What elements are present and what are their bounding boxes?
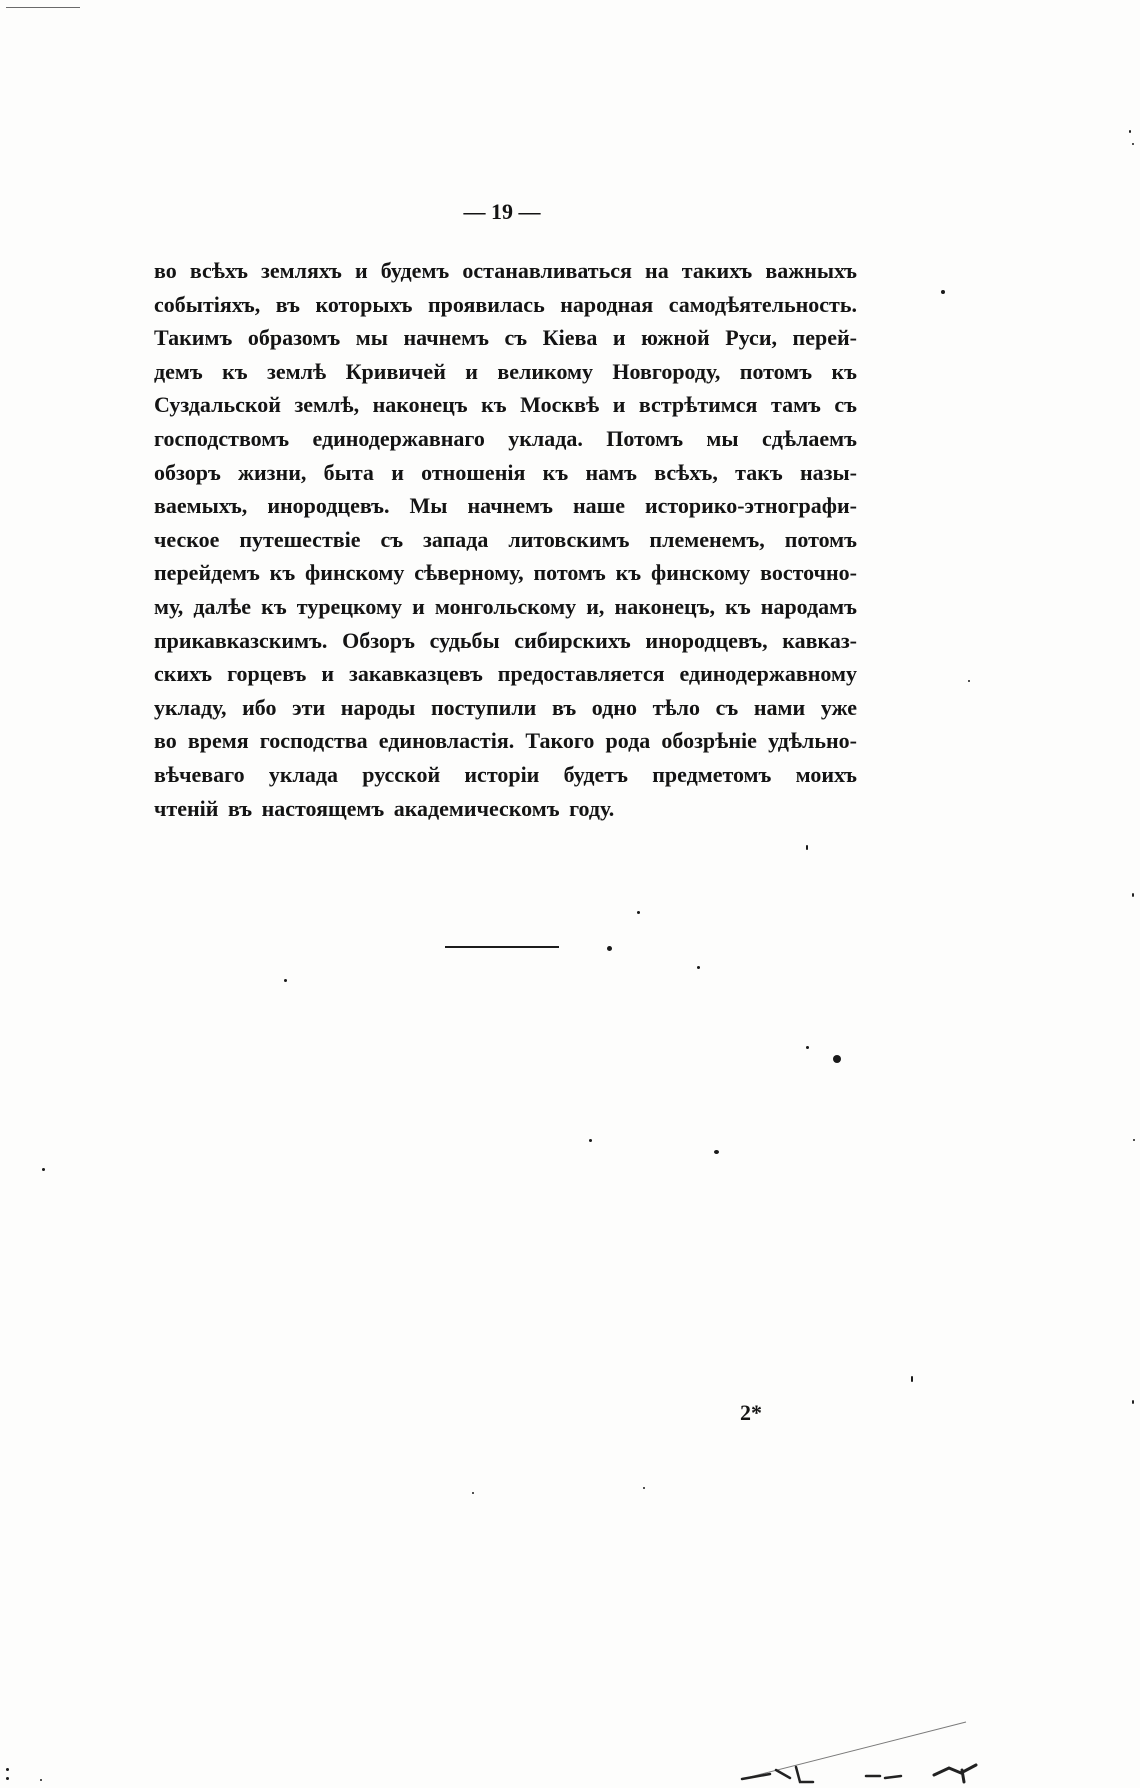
text-line-content: ческое путешествіе съ запада литовскимъ племенемъ, потомъ	[154, 526, 857, 552]
ink-speck	[833, 1055, 841, 1063]
text-line-content: вѣчеваго уклада русской исторіи будетъ предметомъ моихъ	[154, 761, 857, 787]
text-line	[154, 724, 857, 758]
text-line	[154, 590, 857, 624]
text-line	[154, 456, 857, 490]
text-line	[154, 355, 857, 389]
scratch-mark	[866, 1776, 901, 1778]
text-line-content: во время господства единовластія. Такого рода обозрѣніе удѣльно-	[154, 728, 857, 754]
ink-speck	[714, 1150, 719, 1154]
text-line-content: скихъ горцевъ и закавказцевъ предоставляется единодержавному	[154, 661, 857, 687]
ink-speck	[40, 1779, 42, 1781]
text-line	[154, 489, 857, 523]
ink-speck	[1132, 143, 1134, 145]
scan-edge-line	[6, 7, 80, 8]
text-line-content: во всѣхъ земляхъ и будемъ останавливаться на такихъ важныхъ	[154, 258, 857, 283]
ink-speck	[911, 1376, 913, 1382]
text-line-content: прикавказскимъ. Обзоръ судьбы сибирскихъ инородцевъ, кавказ-	[154, 627, 857, 653]
text-line-content: перейдемъ къ финскому сѣверному, потомъ къ финскому восточно-	[154, 560, 857, 586]
text-line	[154, 288, 857, 322]
ink-speck	[968, 680, 970, 682]
text-line-content: обзоръ жизни, быта и отношенія къ намъ всѣхъ, такъ назы-	[154, 459, 857, 485]
text-line	[154, 556, 857, 590]
ink-speck	[637, 911, 640, 914]
scratch-mark	[796, 1767, 813, 1782]
ink-speck	[6, 1768, 9, 1771]
text-line-content: господствомъ единодержавнаго уклада. Потомъ мы сдѣлаемъ	[154, 425, 857, 451]
text-line-content: ваемыхъ, инородцевъ. Мы начнемъ наше историко-этнографи-	[154, 493, 857, 519]
ink-speck	[607, 946, 612, 951]
ink-speck	[284, 979, 287, 982]
text-line	[154, 388, 857, 422]
ink-speck	[1129, 130, 1131, 133]
ink-speck	[472, 1492, 474, 1494]
text-line-last	[154, 792, 857, 826]
ink-speck	[941, 290, 945, 294]
text-line-content: Такимъ образомъ мы начнемъ съ Кіева и южной Руси, перей-	[154, 325, 857, 351]
ink-speck	[1132, 1400, 1134, 1404]
ink-speck	[697, 966, 700, 969]
text-line-content: событіяхъ, въ которыхъ проявилась народная самодѣятельность.	[154, 291, 857, 317]
text-line	[154, 254, 857, 288]
ink-speck	[1132, 893, 1134, 897]
scratch-line	[742, 1722, 966, 1779]
text-line	[154, 523, 857, 557]
scratch-mark	[934, 1765, 976, 1782]
text-line	[154, 321, 857, 355]
body-text	[154, 254, 857, 825]
text-line	[154, 422, 857, 456]
text-line-content: Суздальской землѣ, наконецъ къ Москвѣ и встрѣтимся тамъ съ	[154, 392, 857, 418]
ink-speck	[42, 1168, 45, 1171]
ink-speck	[1133, 1139, 1135, 1141]
text-line-content: демъ къ землѣ Кривичей и великому Новгороду, потомъ къ	[154, 358, 857, 384]
ink-speck	[806, 1046, 809, 1049]
section-divider	[445, 946, 559, 948]
text-line	[154, 758, 857, 792]
text-line-content: укладу, ибо эти народы поступили въ одно тѣло съ нами уже	[154, 694, 857, 720]
text-line	[154, 657, 857, 691]
text-line	[154, 691, 857, 725]
ink-speck	[806, 845, 808, 850]
scratch-mark	[742, 1770, 790, 1779]
signature-mark: 2*	[740, 1400, 762, 1425]
ink-speck	[6, 1777, 9, 1780]
page-number: — 19 —	[463, 199, 541, 224]
text-line-content: чтеній въ настоящемъ академическомъ году.	[154, 795, 615, 821]
text-line-content: му, далѣе къ турецкому и монгольскому и, наконецъ, къ народамъ	[154, 593, 857, 619]
ink-speck	[589, 1139, 592, 1142]
text-line	[154, 624, 857, 658]
ink-speck	[643, 1487, 645, 1489]
